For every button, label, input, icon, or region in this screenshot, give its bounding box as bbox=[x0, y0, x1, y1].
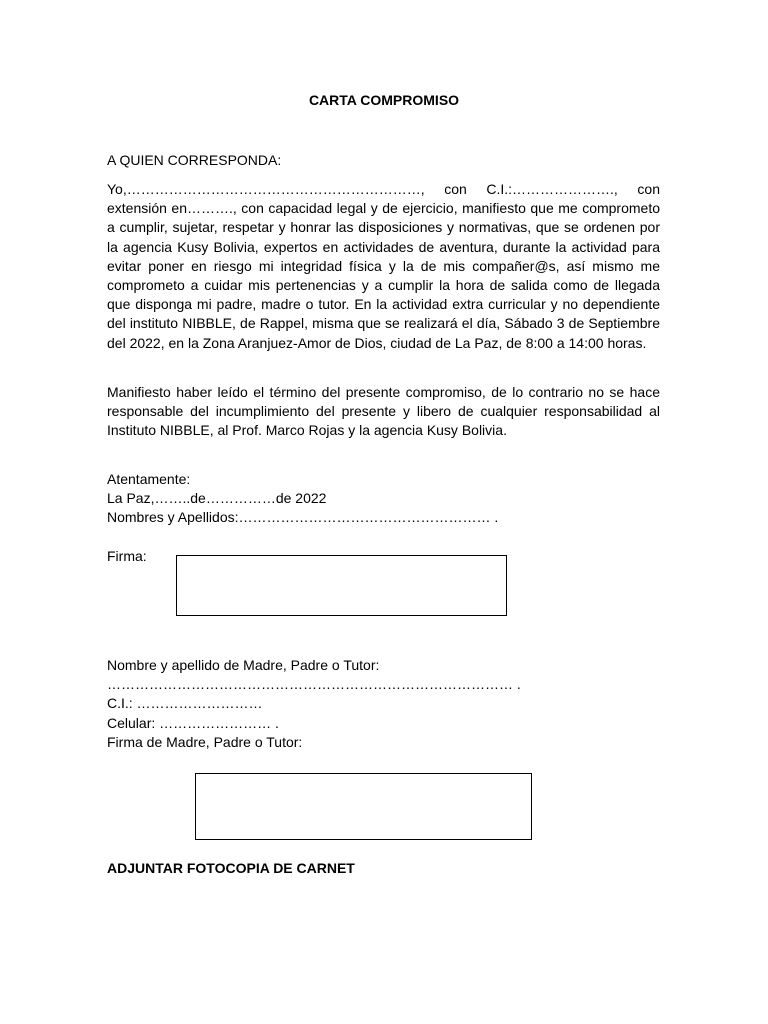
closing-atentamente: Atentamente: bbox=[107, 471, 191, 487]
guardian-section bbox=[107, 656, 660, 752]
guardian-signature-box bbox=[195, 773, 532, 840]
footer-note: ADJUNTAR FOTOCOPIA DE CARNET bbox=[107, 860, 355, 876]
closing-section bbox=[107, 470, 660, 528]
disclaimer-paragraph: Manifiesto haber leído el término del presente compromiso, de lo contrario no se hace responsable del incumplimiento del presente y libero de cualquier responsabilidad al Instituto NIBBLE, al Prof. Marco Rojas y la agencia Kusy Bolivia. bbox=[107, 384, 660, 439]
names-line: Nombres y Apellidos:……………………………………………… . bbox=[107, 509, 499, 526]
document-title: CARTA COMPROMISO bbox=[308, 92, 460, 108]
guardian-signature-label: Firma de Madre, Padre o Tutor: bbox=[107, 733, 303, 750]
guardian-name-dots: …………………………………………………………………………… . bbox=[107, 676, 521, 693]
guardian-ci-line: C.I.: ……………………… bbox=[107, 695, 263, 712]
date-line: La Paz,……..de……………de 2022 bbox=[107, 490, 327, 507]
signature-box bbox=[176, 555, 507, 616]
commitment-paragraph: Yo,………………………………………………………, con C.I.:…………………., con extensión en………., con capacidad legal y de ejercicio, manifiesto que me comprometo a cumplir, sujetar, respetar y honrar las disposiciones y normativas, que se ordenen por la agencia Kusy Bolivia, expertos en actividades de aventura, durante la actividad para evitar poner en riesgo mi integridad física y la de mis compañer@s, así mismo me comprometo a cuidar mis pertenencias y a cumplir la hora de salida como de llegada que disponga mi padre, madre o tutor. En la actividad extra curricular y no dependiente del instituto NIBBLE, de Rappel, misma que se realizará el día, Sábado 3 de Septiembre del 2022, en la Zona Aranjuez-Amor de Dios, ciudad de La Paz, de 8:00 a 14:00 horas. bbox=[107, 181, 660, 351]
guardian-name-label: Nombre y apellido de Madre, Padre o Tutor: bbox=[107, 657, 380, 673]
guardian-phone-line: Celular: …………………… . bbox=[107, 714, 279, 731]
signature-label: Firma: bbox=[107, 548, 147, 564]
greeting: A QUIEN CORRESPONDA: bbox=[107, 152, 282, 168]
